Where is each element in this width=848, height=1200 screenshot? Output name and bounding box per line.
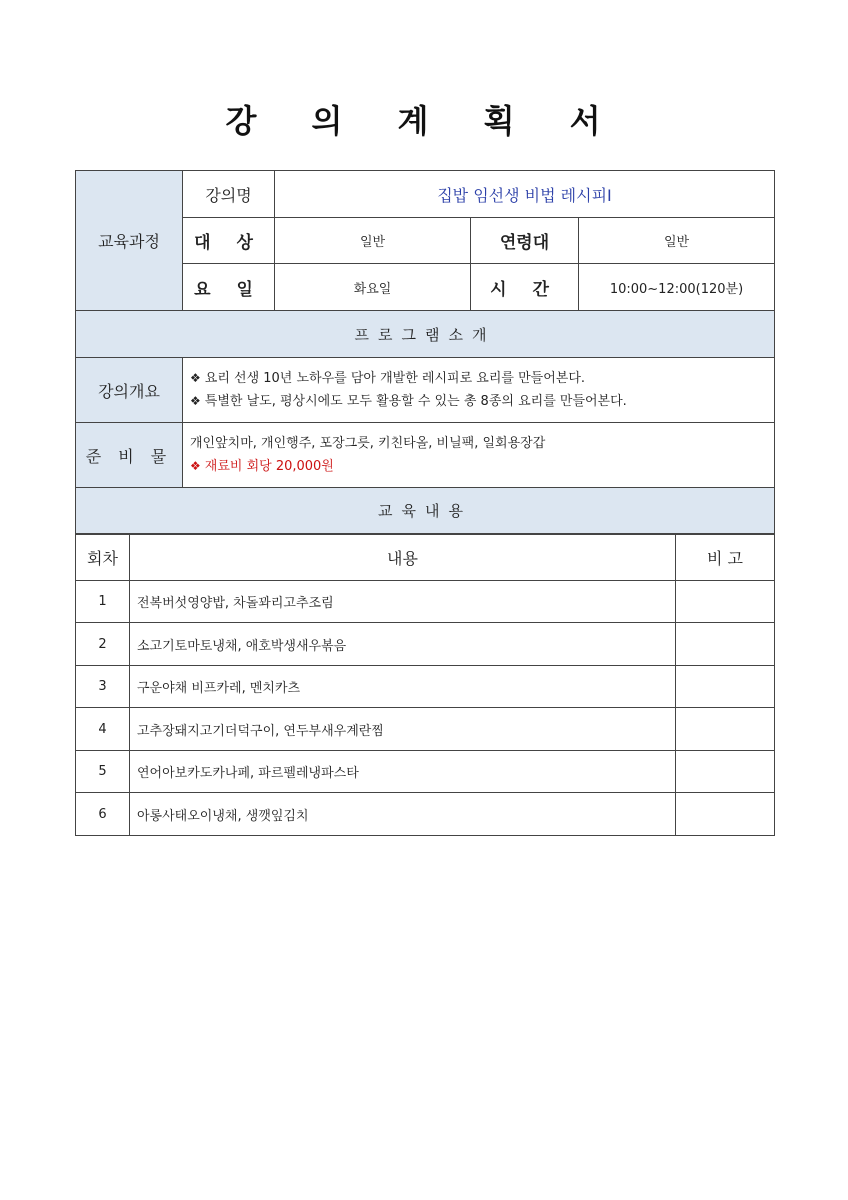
age-label: 연령대 [471,218,579,264]
table-row [76,708,775,751]
course-name-value: 집밥 임선생 비법 레시피Ⅰ [275,171,775,218]
target-value: 일반 [275,218,471,264]
day-value: 화요일 [275,264,471,311]
session-content: 아롱사태오이냉채, 생깻잎김치 [130,793,676,836]
session-number: 3 [76,666,130,708]
overview-line: ❖ 요리 선생 10년 노하우를 담아 개발한 레시피로 요리를 만들어본다. [190,371,586,386]
session-note [676,666,775,708]
time-label: 시 간 [471,264,579,311]
table-row [76,793,775,836]
bullet-icon: ❖ [190,394,201,408]
content-header: 내용 [130,535,676,581]
bullet-icon: ❖ [190,371,201,385]
table-row [76,666,775,708]
session-note [676,708,775,751]
session-note [676,751,775,793]
session-content: 소고기토마토냉채, 애호박생새우볶음 [130,623,676,666]
prep-text [183,423,775,488]
time-value: 10:00~12:00(120분) [579,264,775,311]
age-value: 일반 [579,218,775,264]
table-row [76,751,775,793]
course-name-label: 강의명 [183,171,275,218]
session-note [676,793,775,836]
session-number: 2 [76,623,130,666]
session-note [676,623,775,666]
session-number: 1 [76,581,130,623]
session-content: 고추장돼지고기더덕구이, 연두부새우계란찜 [130,708,676,751]
table-row [76,581,775,623]
session-note [676,581,775,623]
curriculum-table [75,534,775,836]
program-section-header: 프로그램소개 [76,311,775,358]
overview-line: ❖ 특별한 날도, 평상시에도 모두 활용할 수 있는 총 8종의 요리를 만들어본다. [190,394,627,409]
prep-items: 개인앞치마, 개인행주, 포장그릇, 키친타올, 비닐팩, 일회용장갑 [190,435,546,451]
session-number: 5 [76,751,130,793]
target-label: 대 상 [183,218,275,264]
course-label: 교육과정 [76,171,183,311]
session-content: 전복버섯영양밥, 차돌꽈리고추조림 [130,581,676,623]
overview-label: 강의개요 [76,358,183,423]
document-title: 강 의 계 획 서 [225,102,623,140]
prep-fee: ❖ 재료비 회당 20,000원 [190,458,334,474]
note-header: 비 고 [676,535,775,581]
session-number: 4 [76,708,130,751]
overview-text [183,358,775,423]
session-content: 구운야채 비프카레, 멘치카츠 [130,666,676,708]
day-label: 요 일 [183,264,275,311]
prep-label: 준 비 물 [76,423,183,488]
session-number: 6 [76,793,130,836]
session-content: 연어아보카도카나페, 파르펠레냉파스타 [130,751,676,793]
bullet-icon: ❖ [190,458,201,473]
session-header: 회차 [76,535,130,581]
table-row [76,623,775,666]
course-info-table [75,170,775,534]
content-section-header: 교육내용 [76,488,775,534]
